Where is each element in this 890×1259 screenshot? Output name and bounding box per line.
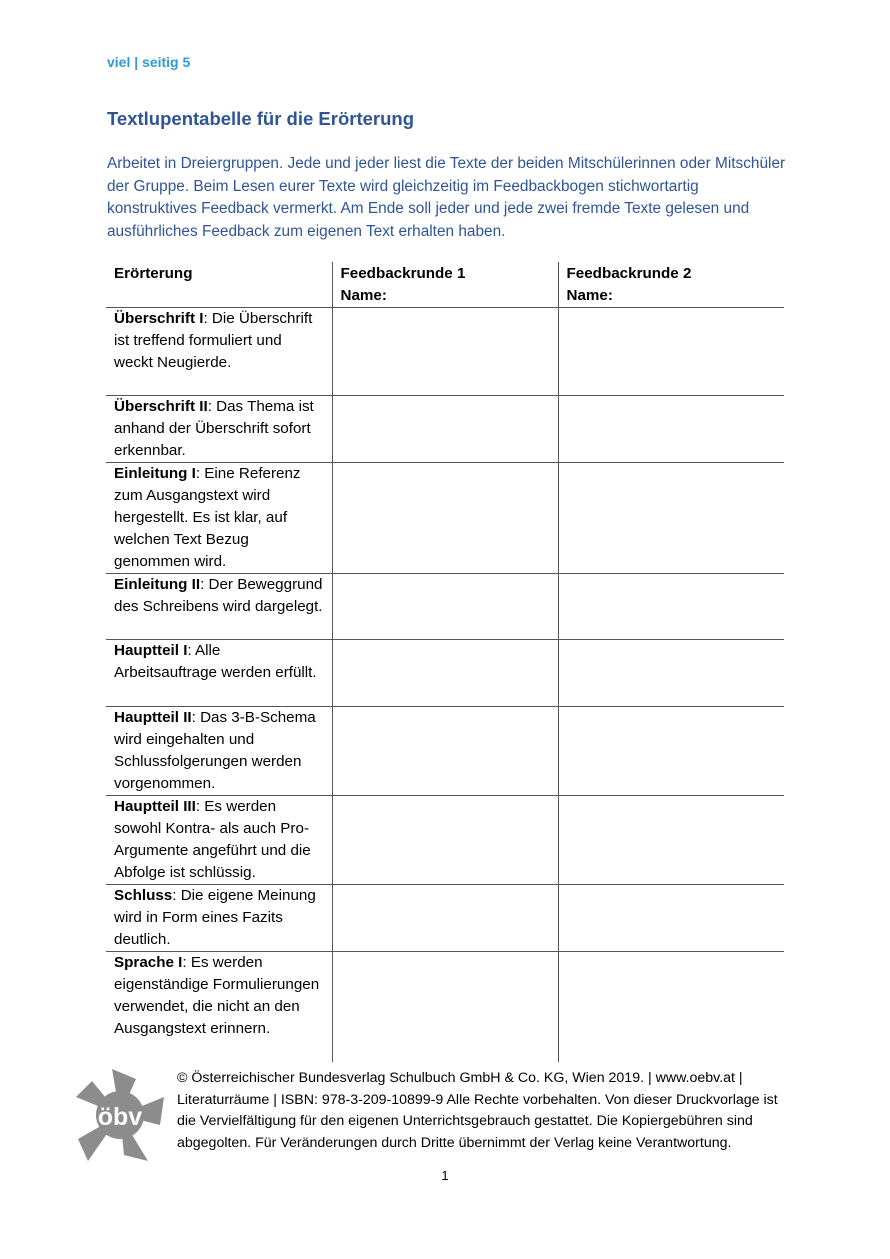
feedback-cell-round-2[interactable] xyxy=(558,308,784,396)
copyright-notice: © Österreichischer Bundesverlag Schulbuch GmbH & Co. KG, Wien 2019. | www.oebv.at | Literaturräume | ISBN: 978-3-209-10899-9 Alle Rechte vorbehalten. Von dieser Druckvorlage ist die Vervielfältigung für den eigenen Unterrichtsgebrauch gestattet. Die Kopiergebühren sind abgegolten. Für Veränderungen durch Dritte übernimmt der Verlag keine Verantwortung. xyxy=(177,1070,778,1151)
column-header-name: Name: xyxy=(566,287,613,304)
column-header-criteria xyxy=(106,262,332,308)
column-header-label: Feedbackrunde 1 xyxy=(340,265,466,282)
page-title: Textlupentabelle für die Erörterung xyxy=(107,108,415,129)
criterion-text: : Es werden sowohl Kontra- als auch Pro-Argumente angeführt und die Abfolge ist schlüssig. xyxy=(114,798,311,881)
feedback-cell-round-2[interactable] xyxy=(558,952,784,1062)
criterion-cell xyxy=(106,952,332,1062)
criterion-label: Hauptteil III xyxy=(114,798,196,815)
criterion-cell xyxy=(106,885,332,952)
table-row xyxy=(106,574,784,640)
criterion-cell xyxy=(106,574,332,640)
feedback-cell-round-1[interactable] xyxy=(332,796,558,885)
criterion-text: : Die Überschrift ist treffend formuliert und weckt Neugierde. xyxy=(114,310,313,371)
feedback-cell-round-2[interactable] xyxy=(558,796,784,885)
table-row xyxy=(106,463,784,574)
page-number: 1 xyxy=(441,1168,449,1183)
criterion-cell xyxy=(106,707,332,796)
feedback-cell-round-2[interactable] xyxy=(558,640,784,707)
feedback-cell-round-1[interactable] xyxy=(332,640,558,707)
column-header-label: Feedbackrunde 2 xyxy=(566,265,692,282)
criterion-label: Schluss xyxy=(114,887,173,904)
criterion-cell xyxy=(106,640,332,707)
column-header-round-2 xyxy=(558,262,784,308)
feedback-cell-round-2[interactable] xyxy=(558,574,784,640)
criterion-text: : Das Thema ist anhand der Überschrift sofort erkennbar. xyxy=(114,398,314,459)
column-header-round-1 xyxy=(332,262,558,308)
table-row xyxy=(106,885,784,952)
feedback-cell-round-2[interactable] xyxy=(558,463,784,574)
page-header: viel | seitig 5 xyxy=(107,54,191,70)
instructions: Arbeitet in Dreiergruppen. Jede und jeder liest die Texte der beiden Mitschülerinnen oder Mitschüler der Gruppe. Beim Lesen eurer Texte wird gleichzeitig im Feedbackbogen stichwortartig konstruktives Feedback vermerkt. Am Ende soll jeder und jede zwei fremde Texte gelesen und ausführliches Feedback zum eigenen Text erhalten haben. xyxy=(107,155,786,240)
criterion-label: Einleitung I xyxy=(114,465,196,482)
criterion-text: : Das 3-B-Schema wird eingehalten und Schlussfolgerungen werden vorgenommen. xyxy=(114,709,316,792)
feedback-cell-round-2[interactable] xyxy=(558,707,784,796)
publisher-logo xyxy=(74,1067,166,1163)
table-row xyxy=(106,308,784,396)
criterion-cell xyxy=(106,396,332,463)
feedback-cell-round-1[interactable] xyxy=(332,952,558,1062)
criterion-label: Hauptteil II xyxy=(114,709,192,726)
feedback-cell-round-1[interactable] xyxy=(332,396,558,463)
table-row xyxy=(106,952,784,1062)
feedback-cell-round-1[interactable] xyxy=(332,308,558,396)
criterion-cell xyxy=(106,796,332,885)
column-header-label: Erörterung xyxy=(114,265,193,282)
criterion-text: : Es werden eigenständige Formulierungen verwendet, die nicht an den Ausgangstext erinnern. xyxy=(114,954,320,1037)
criterion-text: : Eine Referenz zum Ausgangstext wird hergestellt. Es ist klar, auf welchen Text Bezug genommen wird. xyxy=(114,465,301,570)
criterion-label: Sprache I xyxy=(114,954,183,971)
table-row xyxy=(106,640,784,707)
table-header-row xyxy=(106,262,784,308)
criterion-text: : Alle Arbeitsauftrage werden erfüllt. xyxy=(114,642,317,681)
criterion-label: Überschrift II xyxy=(114,398,208,415)
table-row xyxy=(106,396,784,463)
feedback-cell-round-2[interactable] xyxy=(558,396,784,463)
logo-text: öbv xyxy=(97,1103,143,1131)
feedback-table xyxy=(106,262,784,1062)
feedback-cell-round-1[interactable] xyxy=(332,707,558,796)
criterion-label: Hauptteil I xyxy=(114,642,188,659)
criterion-text: : Der Beweggrund des Schreibens wird dargelegt. xyxy=(114,576,323,615)
feedback-cell-round-1[interactable] xyxy=(332,574,558,640)
column-header-name: Name: xyxy=(340,287,387,304)
table-row xyxy=(106,707,784,796)
criterion-label: Überschrift I xyxy=(114,310,204,327)
feedback-cell-round-1[interactable] xyxy=(332,885,558,952)
criterion-text: : Die eigene Meinung wird in Form eines Fazits deutlich. xyxy=(114,887,316,948)
criterion-cell xyxy=(106,308,332,396)
feedback-cell-round-2[interactable] xyxy=(558,885,784,952)
criterion-label: Einleitung II xyxy=(114,576,201,593)
criterion-cell xyxy=(106,463,332,574)
table-row xyxy=(106,796,784,885)
feedback-cell-round-1[interactable] xyxy=(332,463,558,574)
